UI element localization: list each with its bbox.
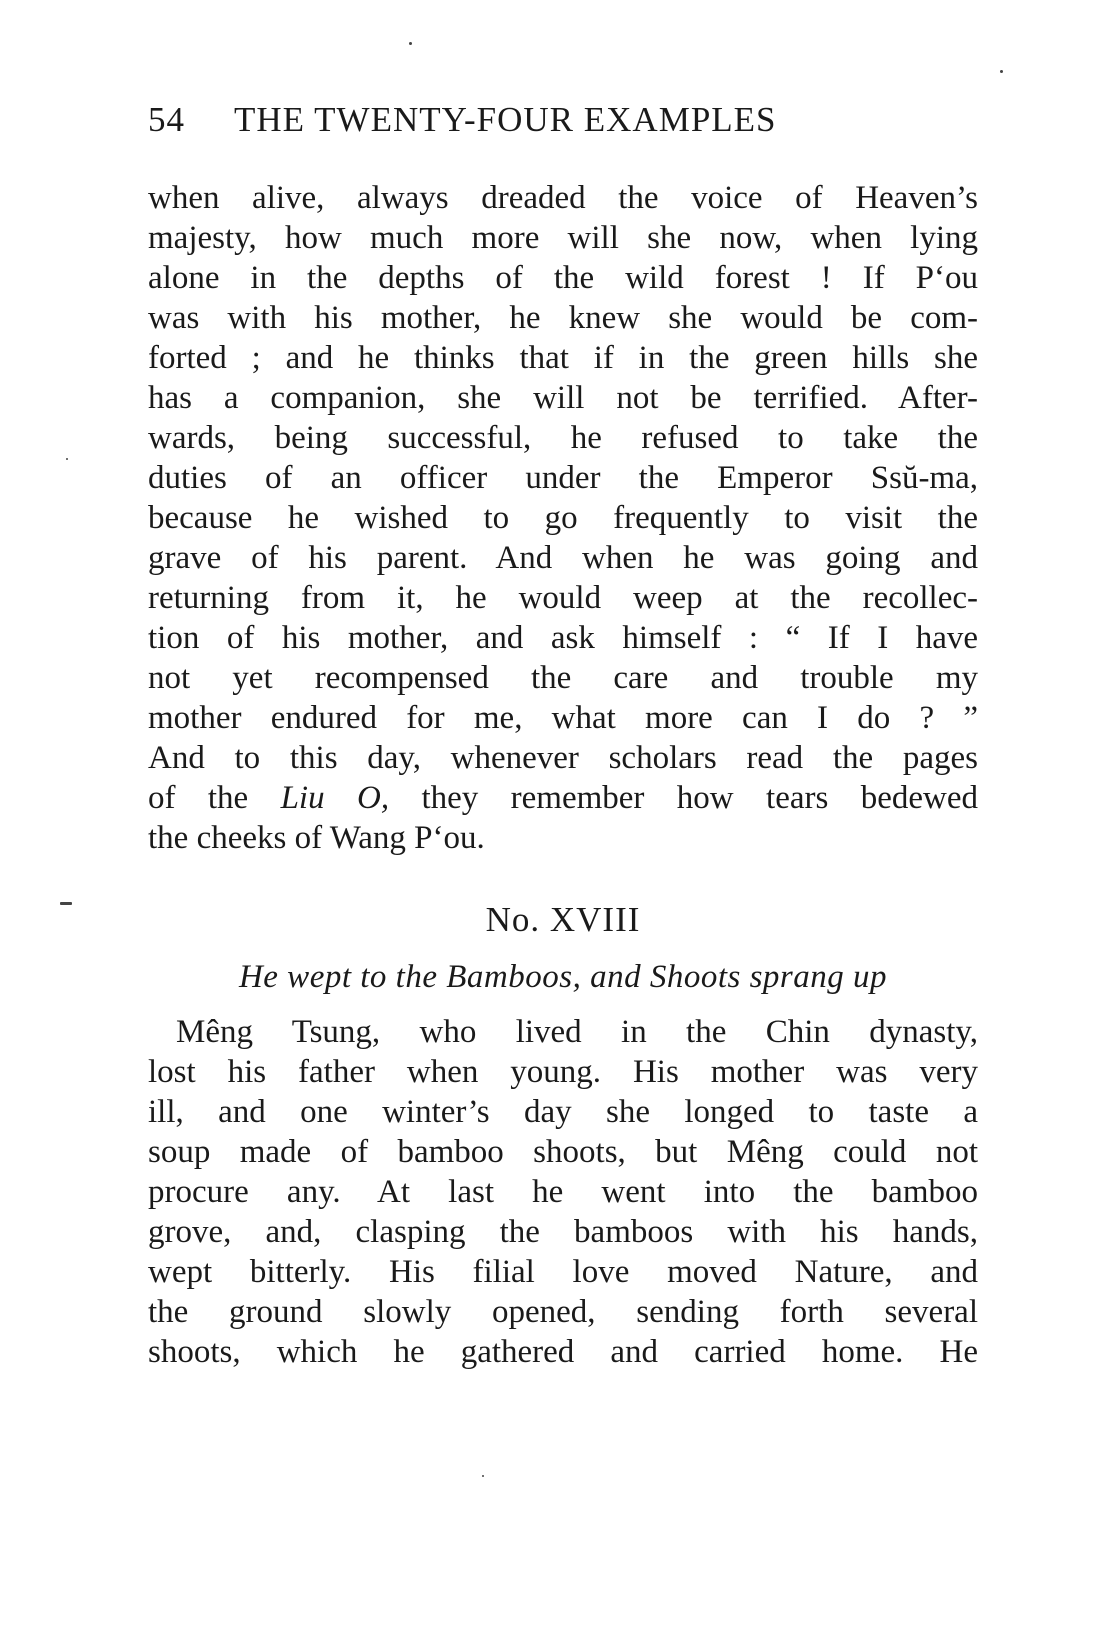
- text-line: duties of an officer under the Emperor Ssŭ-ma,: [148, 460, 978, 496]
- scan-speck: [1000, 70, 1003, 73]
- scan-speck: [60, 902, 72, 905]
- text-line: [148, 778, 978, 818]
- text-line: forted ; and he thinks that if in the green hills she: [148, 340, 978, 376]
- text-line: And to this day, whenever scholars read the pages: [148, 740, 978, 776]
- running-header: [148, 98, 908, 142]
- text-line: not yet recompensed the care and trouble my: [148, 660, 978, 696]
- text-line: shoots, which he gathered and carried home. He: [148, 1334, 978, 1370]
- section-title: He wept to the Bamboos, and Shoots sprang up: [238, 959, 888, 995]
- text-line: wept bitterly. His filial love moved Nature, and: [148, 1254, 978, 1290]
- text-line: soup made of bamboo shoots, but Mêng could not: [148, 1134, 978, 1170]
- section-number: No. XVIII: [485, 900, 641, 939]
- text-line: grove, and, clasping the bamboos with his hands,: [148, 1214, 978, 1250]
- text-line: has a companion, she will not be terrified. After-: [148, 380, 978, 416]
- page-number: 54: [148, 100, 185, 139]
- text-line: grave of his parent. And when he was going and: [148, 540, 978, 576]
- text-line: majesty, how much more will she now, when lying: [148, 220, 978, 256]
- text-line: Mêng Tsung, who lived in the Chin dynasty,: [176, 1014, 978, 1050]
- scan-speck: [66, 458, 68, 460]
- text-fragment: they remember how tears bedewed: [389, 780, 978, 816]
- book-title-liu-o: Liu O,: [280, 780, 390, 816]
- text-line: when alive, always dreaded the voice of Heaven’s: [148, 180, 978, 216]
- text-line: wards, being successful, he refused to take the: [148, 420, 978, 456]
- scan-speck: [482, 1475, 484, 1477]
- text-line: mother endured for me, what more can I do ? ”: [148, 700, 978, 736]
- text-line: ill, and one winter’s day she longed to taste a: [148, 1094, 978, 1130]
- passage-meng-tsung: [148, 1012, 978, 1372]
- text-line: returning from it, he would weep at the recollec-: [148, 580, 978, 616]
- text-line: the cheeks of Wang P‘ou.: [148, 820, 485, 856]
- running-title: THE TWENTY-FOUR EXAMPLES: [234, 100, 777, 139]
- text-line: because he wished to go frequently to visit the: [148, 500, 978, 536]
- text-fragment: of the: [148, 780, 281, 816]
- scan-speck: [409, 42, 412, 45]
- text-line: lost his father when young. His mother was very: [148, 1054, 978, 1090]
- text-line: procure any. At last he went into the bamboo: [148, 1174, 978, 1210]
- text-line: alone in the depths of the wild forest ! If P‘ou: [148, 260, 978, 296]
- text-line: the ground slowly opened, sending forth several: [148, 1294, 978, 1330]
- text-line: tion of his mother, and ask himself : “ If I have: [148, 620, 978, 656]
- text-line: was with his mother, he knew she would be com-: [148, 300, 978, 336]
- passage-wang-pou: [148, 178, 978, 858]
